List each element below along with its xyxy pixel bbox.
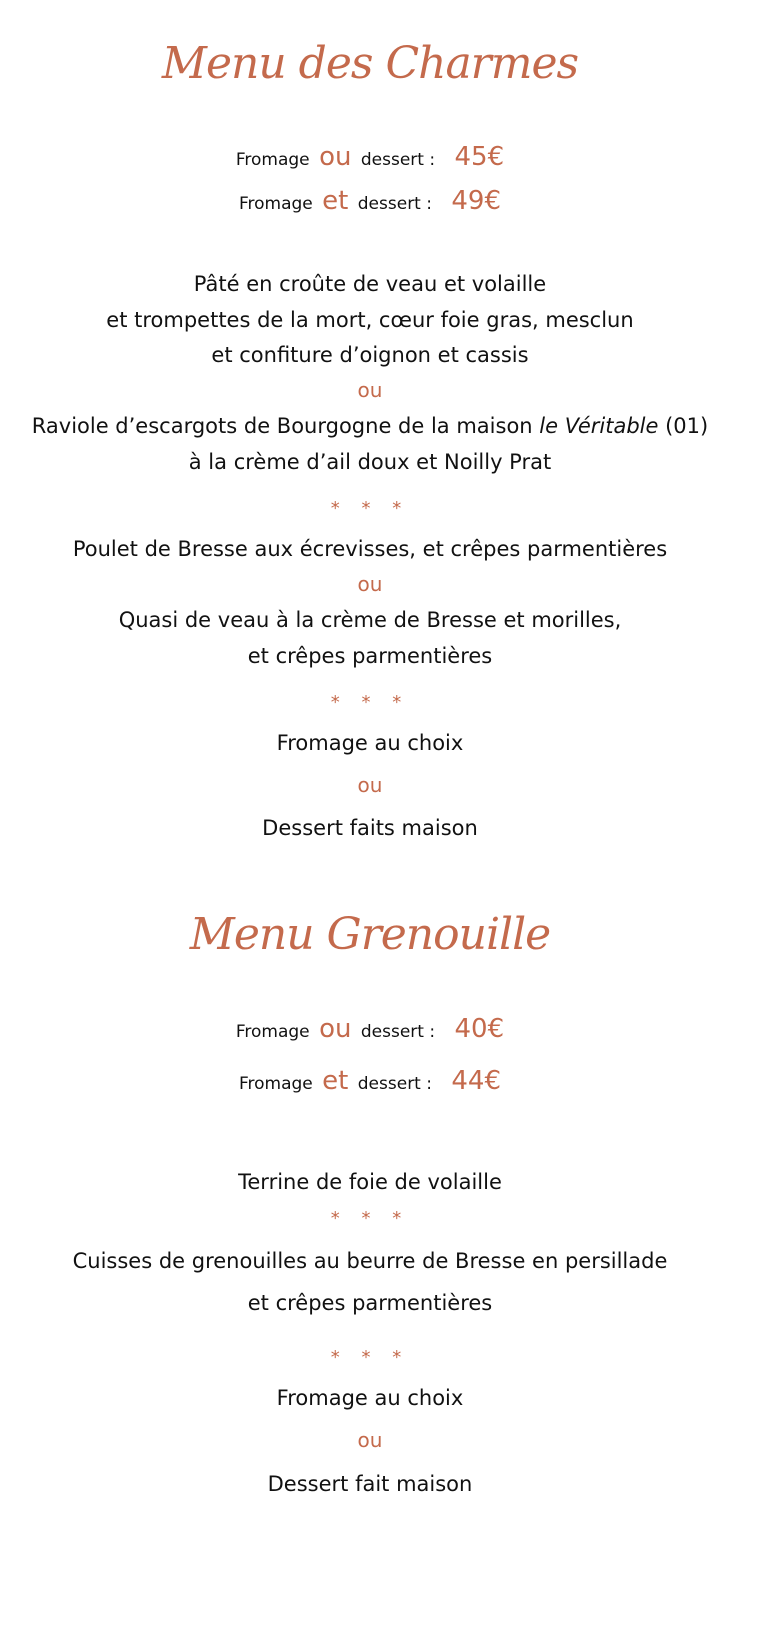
menu2-main-line2: et crêpes parmentières	[247, 1291, 493, 1315]
option-right: dessert :	[357, 1074, 432, 1094]
menu1-separator-1: * * *	[330, 498, 410, 519]
menu1-or-3: ou	[357, 773, 383, 797]
starter2-brand: le Véritable	[539, 414, 659, 438]
option-conj: et	[322, 186, 349, 216]
option-conj: et	[322, 1066, 349, 1096]
option-right: dessert :	[360, 150, 436, 170]
starter2-post: (01)	[658, 414, 709, 438]
option-left: Fromage	[238, 194, 313, 214]
menu2-dessert: Dessert fait maison	[267, 1472, 473, 1496]
menu1-separator-2: * * *	[330, 692, 410, 713]
option-price: 49€	[451, 186, 502, 216]
menu1-starter1-line3: et confiture d’oignon et cassis	[211, 343, 529, 367]
menu1-main1: Poulet de Bresse aux écrevisses, et crêpes parmentières	[72, 537, 668, 561]
menu2-starter: Terrine de foie de volaille	[238, 1170, 502, 1194]
menu1-main2-line2: et crêpes parmentières	[247, 644, 493, 668]
menu2-cheese: Fromage au choix	[276, 1386, 464, 1410]
menu2-title: Menu Grenouille	[189, 909, 551, 960]
menu1-option-2	[0, 186, 740, 216]
option-right: dessert :	[360, 1022, 436, 1042]
menu1-or-1: ou	[357, 378, 383, 402]
menu2-option-1	[0, 1014, 740, 1044]
menu1-or-2: ou	[357, 572, 383, 596]
menu2-option-2	[0, 1066, 740, 1096]
option-left: Fromage	[238, 1074, 313, 1094]
menu2-separator-1: * * *	[330, 1208, 410, 1229]
option-price: 40€	[454, 1014, 505, 1044]
menu1-cheese: Fromage au choix	[276, 731, 464, 755]
option-price: 45€	[454, 142, 505, 172]
option-price: 44€	[451, 1066, 502, 1096]
option-left: Fromage	[235, 150, 310, 170]
menu1-starter1-line2: et trompettes de la mort, cœur foie gras, mesclun	[106, 308, 634, 332]
starter2-pre: Raviole d’escargots de Bourgogne de la maison	[31, 414, 540, 438]
menu2-or: ou	[357, 1428, 383, 1452]
menu1-starter1-line1: Pâté en croûte de veau et volaille	[193, 272, 547, 296]
menu1-main2-line1: Quasi de veau à la crème de Bresse et morilles,	[118, 608, 622, 632]
menu1-dessert: Dessert faits maison	[262, 816, 478, 840]
menu2-main-line1: Cuisses de grenouilles au beurre de Bresse en persillade	[72, 1249, 668, 1273]
menu2-separator-2: * * *	[330, 1347, 410, 1368]
menu1-starter2-line2: à la crème d’ail doux et Noilly Prat	[188, 450, 552, 474]
option-right: dessert :	[357, 194, 432, 214]
option-conj: ou	[319, 142, 352, 172]
option-left: Fromage	[235, 1022, 310, 1042]
menu1-starter2-line1	[0, 413, 740, 439]
option-conj: ou	[319, 1014, 352, 1044]
menu1-title: Menu des Charmes	[161, 38, 579, 89]
menu1-option-1	[0, 142, 740, 172]
